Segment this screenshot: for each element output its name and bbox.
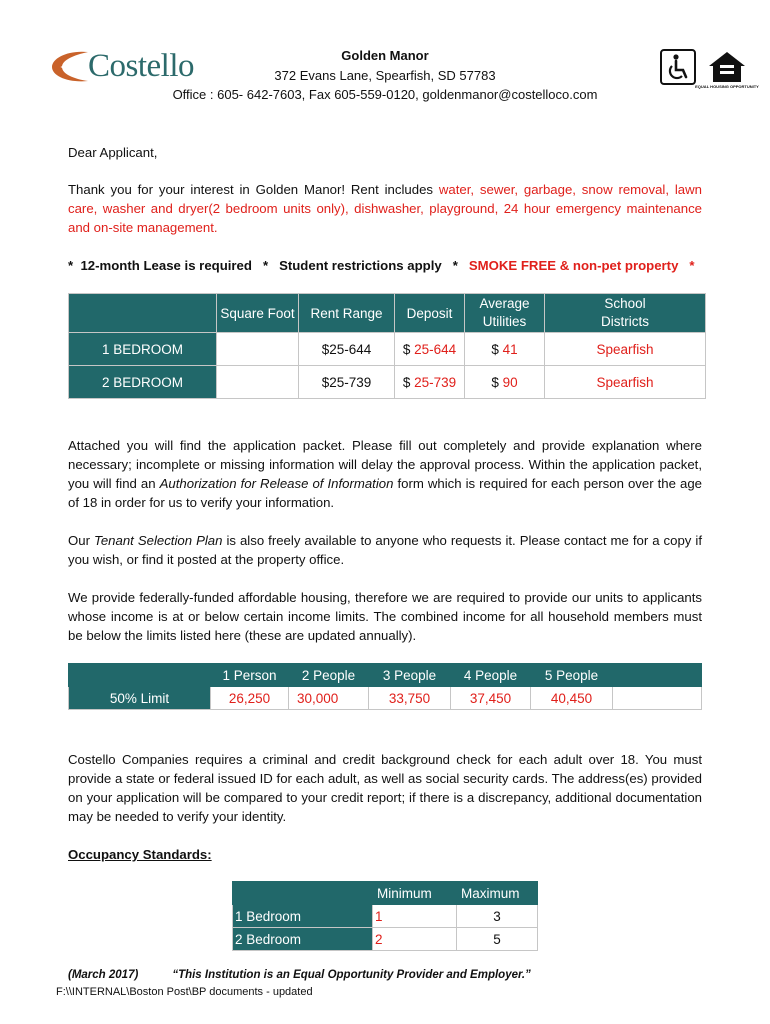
limit-value-4: 37,450 — [451, 687, 531, 710]
intro-paragraph — [68, 180, 702, 237]
background-check-paragraph: Costello Companies requires a criminal and credit background check for each adult over 18. You must provide a state or federal issued ID for each adult, as well as social security cards. The address(es) provided on your application will be compared to your credit report; if there is a discrepancy, additional documentation may be needed to verify your identity. — [68, 752, 702, 824]
occupancy-table — [232, 881, 538, 951]
limit-value-5: 40,450 — [531, 687, 613, 710]
unit-district: Spearfish — [545, 333, 706, 366]
unit-rent: $25-644 — [299, 333, 395, 366]
occupancy-header-row — [233, 882, 538, 905]
table-row — [69, 366, 706, 399]
occupancy-header-blank — [233, 882, 373, 905]
units-header-utilities — [465, 294, 545, 333]
unit-type: 1 BEDROOM — [69, 333, 217, 366]
limit-value-2: 30,000 — [289, 687, 369, 710]
packet-text-start: Attached you will find the application packet. Please fill out completely and provide explanation where necessary; incomplete or missing information will delay the approval process. Within the application packet, you will find an — [68, 438, 702, 491]
application-packet-paragraph — [68, 436, 702, 512]
logo-wordmark: Costello — [88, 48, 195, 84]
limits-pad-cell — [613, 687, 702, 710]
limits-header-blank — [69, 664, 211, 687]
occupancy-max: 5 — [457, 928, 538, 951]
intro-text: Thank you for your interest in Golden Manor! Rent includes — [68, 182, 439, 197]
table-row — [69, 687, 702, 710]
deposit-value: 25-644 — [414, 341, 457, 357]
units-header-utilities-label: Average Utilities — [479, 296, 530, 329]
unit-rent: $25-739 — [299, 366, 395, 399]
unit-deposit — [395, 366, 465, 399]
deposit-value: 25-739 — [414, 374, 457, 390]
requirements-line — [68, 256, 708, 275]
accessibility-icon — [660, 49, 696, 85]
table-row — [233, 905, 538, 928]
utilities-currency: $ — [491, 374, 503, 390]
occupancy-header-max: Maximum — [457, 882, 538, 905]
utilities-value: 90 — [502, 374, 518, 390]
unit-district: Spearfish — [545, 366, 706, 399]
salutation: Dear Applicant, — [68, 145, 158, 160]
units-header-sqft: Square Foot — [217, 294, 299, 333]
limits-header-row — [69, 664, 702, 687]
occupancy-min: 2 — [373, 928, 457, 951]
plan-text-start: Our — [68, 533, 94, 548]
unit-utilities — [465, 333, 545, 366]
unit-deposit — [395, 333, 465, 366]
limits-header-2: 2 People — [289, 664, 369, 687]
limits-header-3: 3 People — [369, 664, 451, 687]
units-header-districts-label: School Districts — [601, 296, 649, 329]
deposit-currency: $ — [402, 374, 415, 390]
requirements-text: * 12-month Lease is required * Student restrictions apply * — [68, 258, 469, 273]
utilities-currency: $ — [491, 341, 503, 357]
limit-value-1: 26,250 — [211, 687, 289, 710]
occupancy-max: 3 — [457, 905, 538, 928]
packet-form-name: Authorization for Release of Information — [159, 476, 394, 491]
utilities-value: 41 — [502, 341, 518, 357]
limits-header-5: 5 People — [531, 664, 613, 687]
plan-name: Tenant Selection Plan — [93, 533, 223, 548]
unit-type: 2 BEDROOM — [69, 366, 217, 399]
deposit-currency: $ — [402, 341, 415, 357]
units-header-districts — [545, 294, 706, 333]
unit-sqft — [217, 333, 299, 366]
property-name: Golden Manor — [341, 48, 429, 63]
footer-eo-statement: “This Institution is an Equal Opportunity Provider and Employer.” — [172, 969, 531, 981]
occupancy-label: 2 Bedroom — [233, 928, 373, 951]
footer-statement — [68, 969, 531, 981]
occupancy-heading: Occupancy Standards: — [68, 847, 212, 862]
unit-sqft — [217, 366, 299, 399]
income-limits-table — [68, 663, 702, 710]
property-address: 372 Evans Lane, Spearfish, SD 57783 — [274, 68, 496, 83]
unit-utilities — [465, 366, 545, 399]
units-header-blank — [69, 294, 217, 333]
selection-plan-paragraph — [68, 531, 702, 569]
requirements-smoke-free: SMOKE FREE & non-pet property * — [468, 258, 695, 273]
plan-text-end: is also freely available to anyone who requests it. Please contact me for a copy if you wish, or find it posted at the property office. — [68, 533, 702, 567]
intro-amenities: water, sewer, garbage, snow removal, lawn care, washer and dryer(2 bedroom units only), dishwasher, playground, 24 hour emergency maintenance and on-site management. — [68, 182, 703, 235]
footer-date: (March 2017) — [68, 969, 139, 981]
packet-text-end: form which is required for each person over the age of 18 in order for us to verify your information. — [68, 476, 703, 510]
occupancy-min: 1 — [373, 905, 457, 928]
units-header-rent: Rent Range — [299, 294, 395, 333]
occupancy-label: 1 Bedroom — [233, 905, 373, 928]
table-row — [233, 928, 538, 951]
units-header-deposit: Deposit — [395, 294, 465, 333]
equal-housing-icon — [695, 48, 759, 92]
footer-file-path: F:\\INTERNAL\Boston Post\BP documents - updated — [56, 986, 313, 998]
table-row — [69, 333, 706, 366]
property-contact: Office : 605- 642-7603, Fax 605-559-0120, goldenmanor@costelloco.com — [172, 87, 598, 102]
limits-header-pad — [613, 664, 702, 687]
limits-header-4: 4 People — [451, 664, 531, 687]
limits-row-label: 50% Limit — [69, 687, 211, 710]
units-table — [68, 293, 706, 399]
occupancy-header-min: Minimum — [373, 882, 457, 905]
equal-housing-caption: EQUAL HOUSING OPPORTUNITY — [695, 84, 759, 89]
income-paragraph: We provide federally-funded affordable housing, therefore we are required to provide our units to applicants whose income is at or below certain income limits. The combined income for all household members must be below the limits listed here (these are updated annually). — [68, 590, 702, 643]
limit-value-3: 33,750 — [369, 687, 451, 710]
limits-header-1: 1 Person — [211, 664, 289, 687]
